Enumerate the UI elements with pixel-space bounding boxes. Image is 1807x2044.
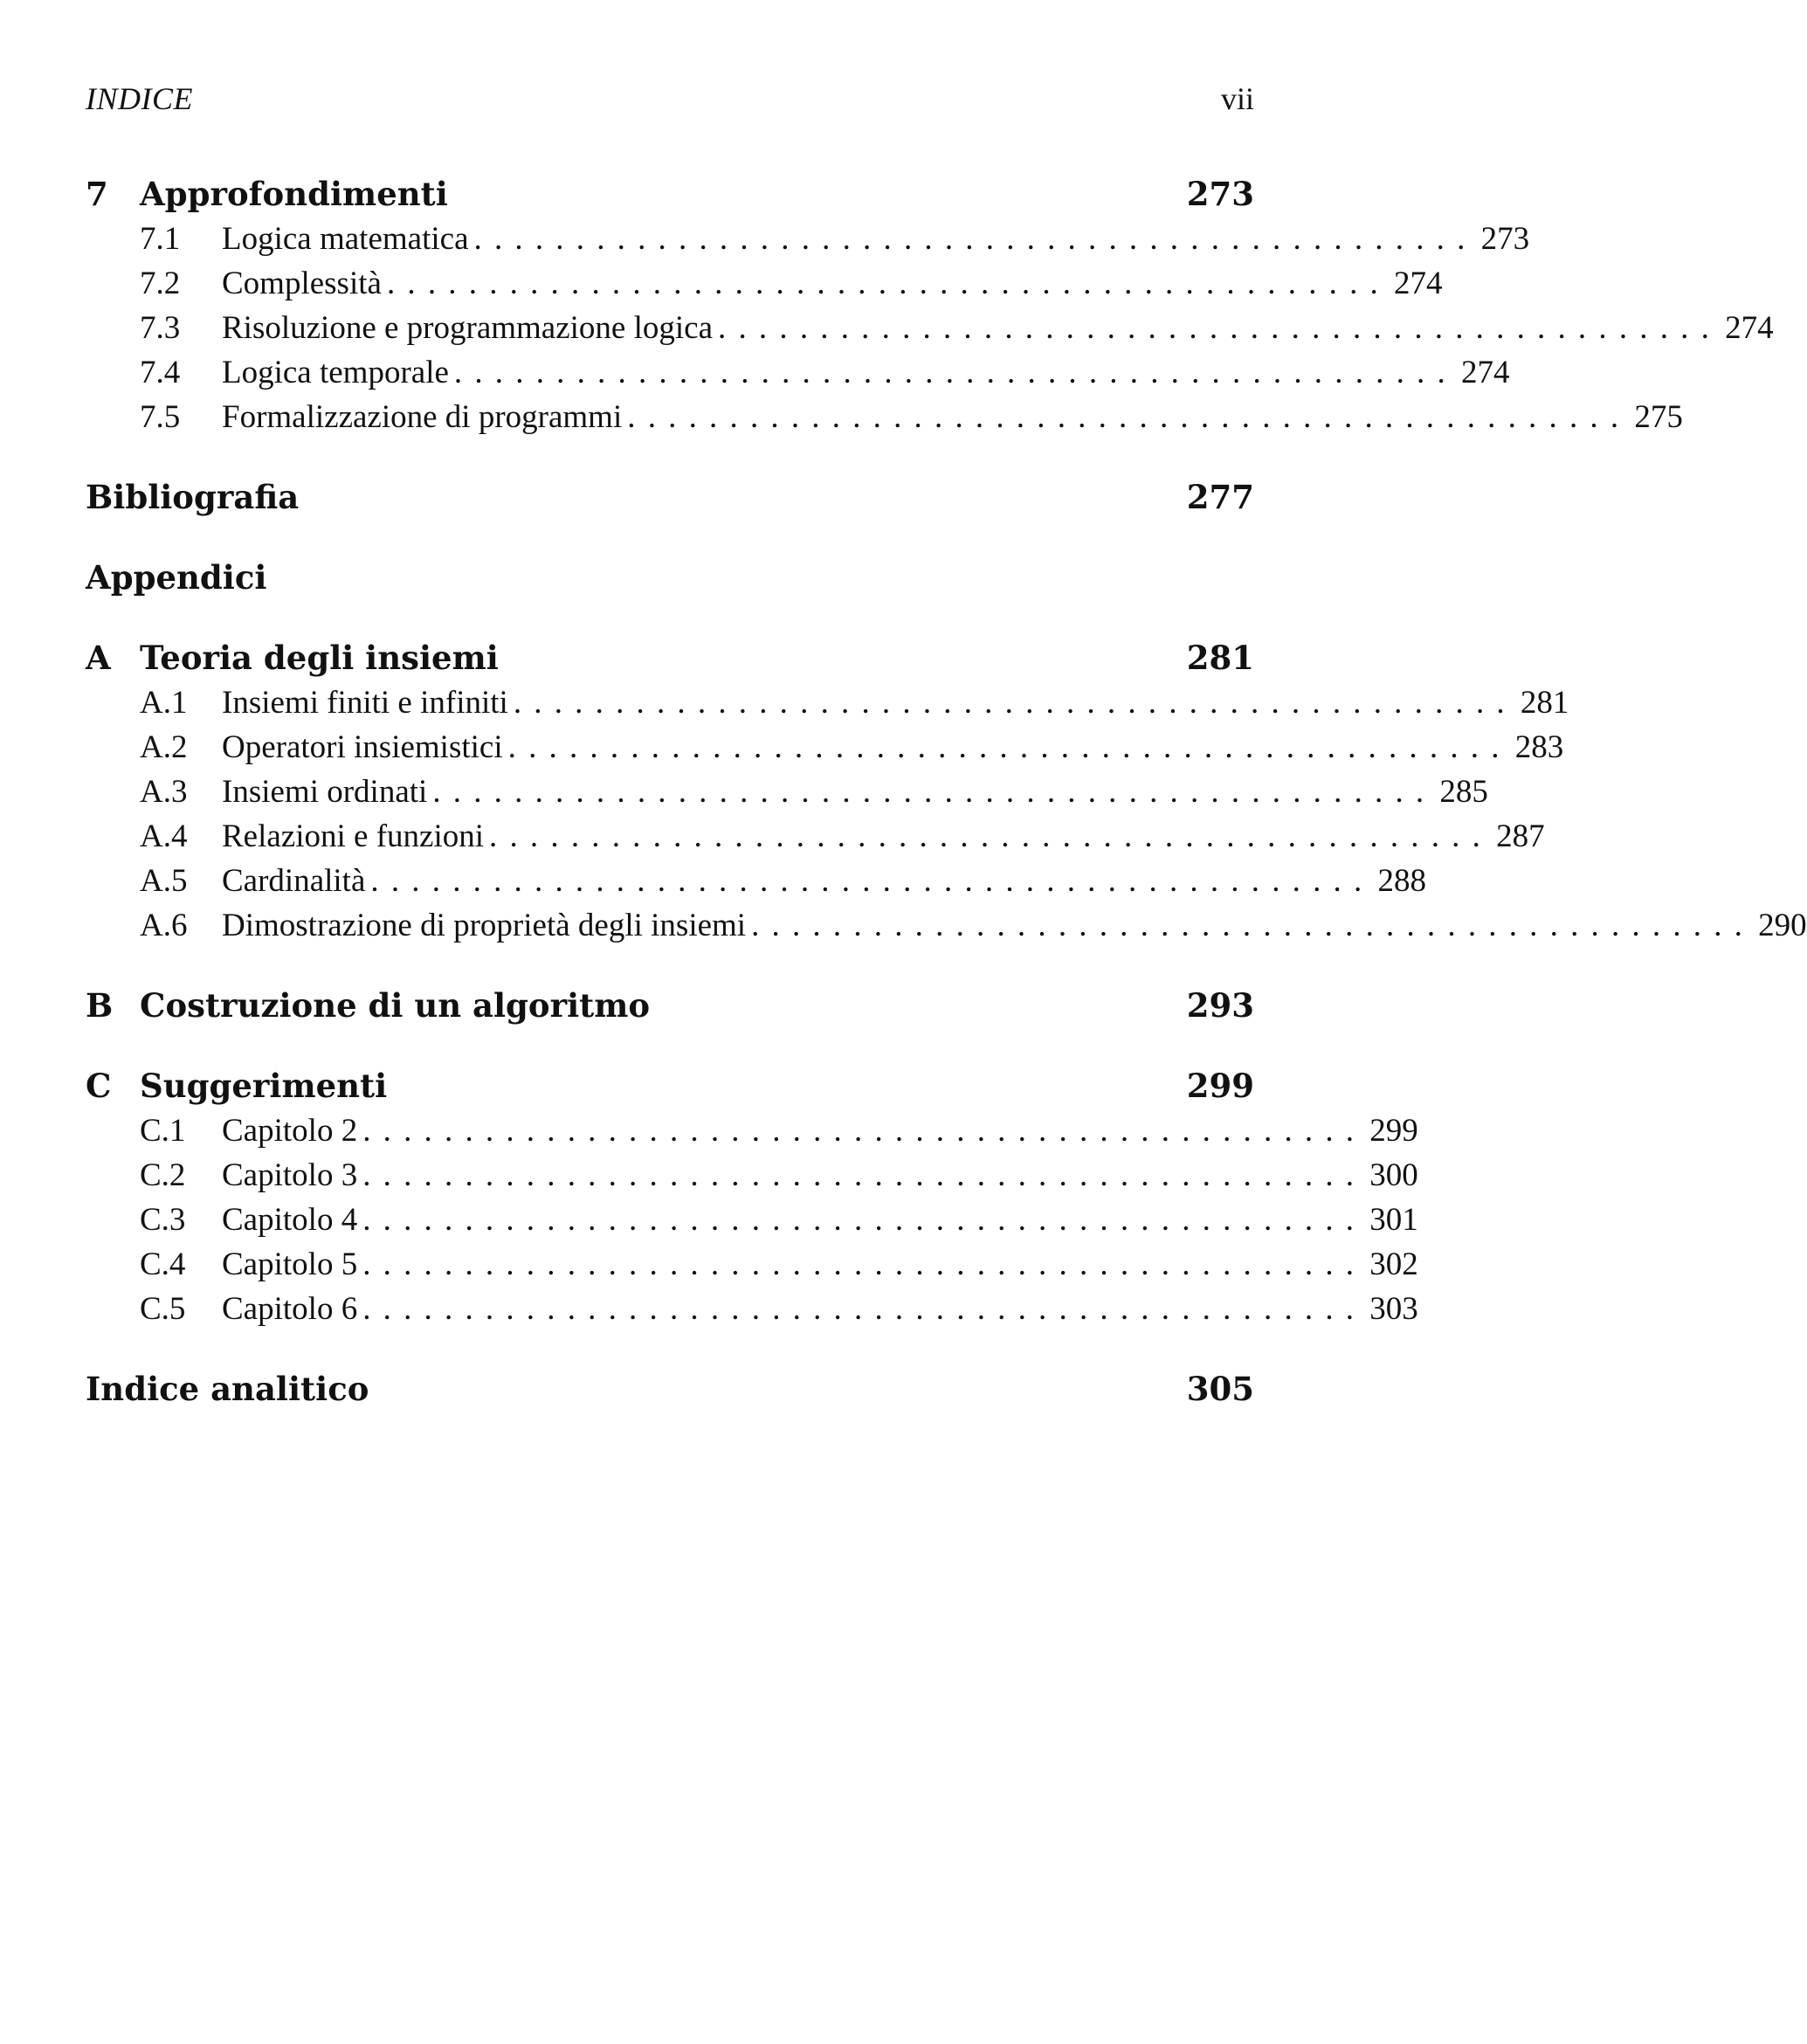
toc-chapter-c[interactable] bbox=[86, 1067, 1254, 1112]
dot-leader: ................................................. bbox=[718, 310, 1722, 346]
section-number: A.2 bbox=[140, 729, 188, 765]
section-title: Complessità bbox=[222, 266, 382, 301]
spacer bbox=[86, 1335, 1254, 1370]
toc-appendici bbox=[86, 558, 1254, 604]
section-title: Capitolo 4 bbox=[222, 1202, 358, 1238]
section-title: Operatori insiemistici bbox=[222, 729, 503, 765]
section-page: 274 bbox=[1394, 266, 1443, 301]
section-title: Capitolo 2 bbox=[222, 1113, 358, 1149]
chapter-number: B bbox=[86, 986, 114, 1025]
section-number: A.3 bbox=[140, 774, 188, 810]
toc-section-a-5[interactable] bbox=[86, 862, 1426, 907]
section-page: 302 bbox=[1369, 1246, 1418, 1282]
chapter-page: 273 bbox=[1186, 175, 1254, 213]
dot-leader: ................................................. bbox=[627, 399, 1631, 435]
section-number: 7.1 bbox=[140, 221, 181, 257]
chapter-page: 299 bbox=[1186, 1067, 1254, 1105]
toc-section-c-3[interactable] bbox=[86, 1201, 1418, 1246]
toc-section-7-3[interactable] bbox=[86, 309, 1774, 354]
section-number: C.3 bbox=[140, 1202, 186, 1238]
section-page: 287 bbox=[1496, 818, 1545, 854]
section-page: 290 bbox=[1758, 908, 1807, 943]
section-page: 300 bbox=[1369, 1157, 1418, 1193]
chapter-title: Teoria degli insiemi bbox=[140, 639, 499, 677]
toc-chapter-b[interactable] bbox=[86, 986, 1254, 1032]
section-page: 301 bbox=[1369, 1202, 1418, 1238]
section-title: Logica temporale bbox=[222, 355, 449, 390]
section-number: 7.4 bbox=[140, 355, 181, 390]
spacer bbox=[86, 951, 1254, 986]
section-title: Cardinalità bbox=[222, 863, 366, 899]
toc-section-7-2[interactable] bbox=[86, 265, 1443, 309]
chapter-title: Indice analitico bbox=[86, 1370, 369, 1408]
section-title: Insiemi finiti e infiniti bbox=[222, 685, 508, 721]
dot-leader: ................................................. bbox=[453, 355, 1458, 390]
toc-section-c-1[interactable] bbox=[86, 1112, 1418, 1157]
section-title: Dimostrazione di proprietà degli insiemi bbox=[222, 908, 747, 943]
page-number: vii bbox=[1220, 81, 1254, 116]
chapter-number: 7 bbox=[86, 175, 108, 213]
toc-section-7-4[interactable] bbox=[86, 354, 1510, 398]
dot-leader: ................................................. bbox=[507, 729, 1512, 765]
section-number: A.5 bbox=[140, 863, 188, 899]
toc-bibliografia[interactable] bbox=[86, 478, 1254, 523]
section-number: 7.5 bbox=[140, 399, 181, 435]
spacer bbox=[86, 1032, 1254, 1067]
section-page: 285 bbox=[1439, 774, 1488, 810]
section-page: 273 bbox=[1480, 221, 1530, 257]
chapter-title: Costruzione di un algoritmo bbox=[140, 986, 651, 1025]
section-number: C.2 bbox=[140, 1157, 186, 1193]
toc-indice-analitico[interactable] bbox=[86, 1370, 1254, 1415]
section-title: Logica matematica bbox=[222, 221, 469, 257]
section-page: 288 bbox=[1377, 863, 1426, 899]
toc-section-7-5[interactable] bbox=[86, 398, 1683, 443]
chapter-page: 293 bbox=[1186, 986, 1254, 1025]
section-title: Relazioni e funzioni bbox=[222, 818, 485, 854]
section-title: Capitolo 5 bbox=[222, 1246, 358, 1282]
section-page: 275 bbox=[1634, 399, 1683, 435]
dot-leader: ................................................. bbox=[362, 1113, 1367, 1149]
toc-section-c-5[interactable] bbox=[86, 1290, 1418, 1335]
toc-section-a-1[interactable] bbox=[86, 684, 1569, 729]
toc-section-a-2[interactable] bbox=[86, 729, 1564, 773]
running-title: INDICE bbox=[86, 81, 193, 116]
chapter-page: 305 bbox=[1186, 1370, 1254, 1408]
dot-leader: ................................................. bbox=[489, 818, 1493, 854]
spacer bbox=[86, 443, 1254, 478]
section-title: Formalizzazione di programmi bbox=[222, 399, 623, 435]
chapter-number: A bbox=[86, 639, 111, 677]
section-page: 299 bbox=[1369, 1113, 1418, 1149]
chapter-title: Bibliografia bbox=[86, 478, 300, 516]
dot-leader: ................................................. bbox=[362, 1157, 1367, 1193]
section-number: 7.2 bbox=[140, 266, 181, 301]
toc-section-c-2[interactable] bbox=[86, 1157, 1418, 1201]
section-number: C.4 bbox=[140, 1246, 186, 1282]
chapter-page: 281 bbox=[1186, 639, 1254, 677]
toc-section-c-4[interactable] bbox=[86, 1246, 1418, 1290]
section-number: A.1 bbox=[140, 685, 188, 721]
chapter-page: 277 bbox=[1186, 478, 1254, 516]
section-title: Capitolo 3 bbox=[222, 1157, 358, 1193]
section-number: C.1 bbox=[140, 1113, 186, 1149]
dot-leader: ................................................. bbox=[362, 1246, 1367, 1282]
section-number: A.6 bbox=[140, 908, 188, 943]
section-title: Insiemi ordinati bbox=[222, 774, 428, 810]
chapter-title: Suggerimenti bbox=[140, 1067, 388, 1105]
toc-section-a-3[interactable] bbox=[86, 773, 1488, 818]
toc-section-7-1[interactable] bbox=[86, 220, 1530, 265]
dot-leader: ................................................. bbox=[432, 774, 1437, 810]
toc-chapter-a[interactable] bbox=[86, 639, 1254, 684]
toc-section-a-6[interactable] bbox=[86, 907, 1807, 951]
dot-leader: ................................................. bbox=[362, 1202, 1367, 1238]
spacer bbox=[86, 523, 1254, 558]
dot-leader: ................................................. bbox=[751, 908, 1755, 943]
part-title: Appendici bbox=[86, 558, 267, 597]
dot-leader: ................................................. bbox=[513, 685, 1517, 721]
section-title: Capitolo 6 bbox=[222, 1291, 358, 1327]
chapter-number: C bbox=[86, 1067, 112, 1105]
section-page: 283 bbox=[1514, 729, 1564, 765]
section-number: 7.3 bbox=[140, 310, 181, 346]
table-of-contents bbox=[86, 175, 1807, 1415]
dot-leader: ................................................. bbox=[473, 221, 1478, 257]
section-title: Risoluzione e programmazione logica bbox=[222, 310, 714, 346]
section-page: 274 bbox=[1725, 310, 1774, 346]
dot-leader: ................................................. bbox=[370, 863, 1375, 899]
dot-leader: ................................................. bbox=[362, 1291, 1367, 1327]
chapter-title: Approfondimenti bbox=[140, 175, 448, 213]
running-head bbox=[86, 80, 1254, 124]
section-page: 274 bbox=[1460, 355, 1510, 390]
section-page: 303 bbox=[1369, 1291, 1418, 1327]
toc-chapter-7[interactable] bbox=[86, 175, 1254, 220]
section-number: A.4 bbox=[140, 818, 188, 854]
section-page: 281 bbox=[1520, 685, 1569, 721]
spacer bbox=[86, 604, 1254, 639]
toc-section-a-4[interactable] bbox=[86, 818, 1545, 862]
section-number: C.5 bbox=[140, 1291, 186, 1327]
dot-leader: ................................................. bbox=[386, 266, 1391, 301]
